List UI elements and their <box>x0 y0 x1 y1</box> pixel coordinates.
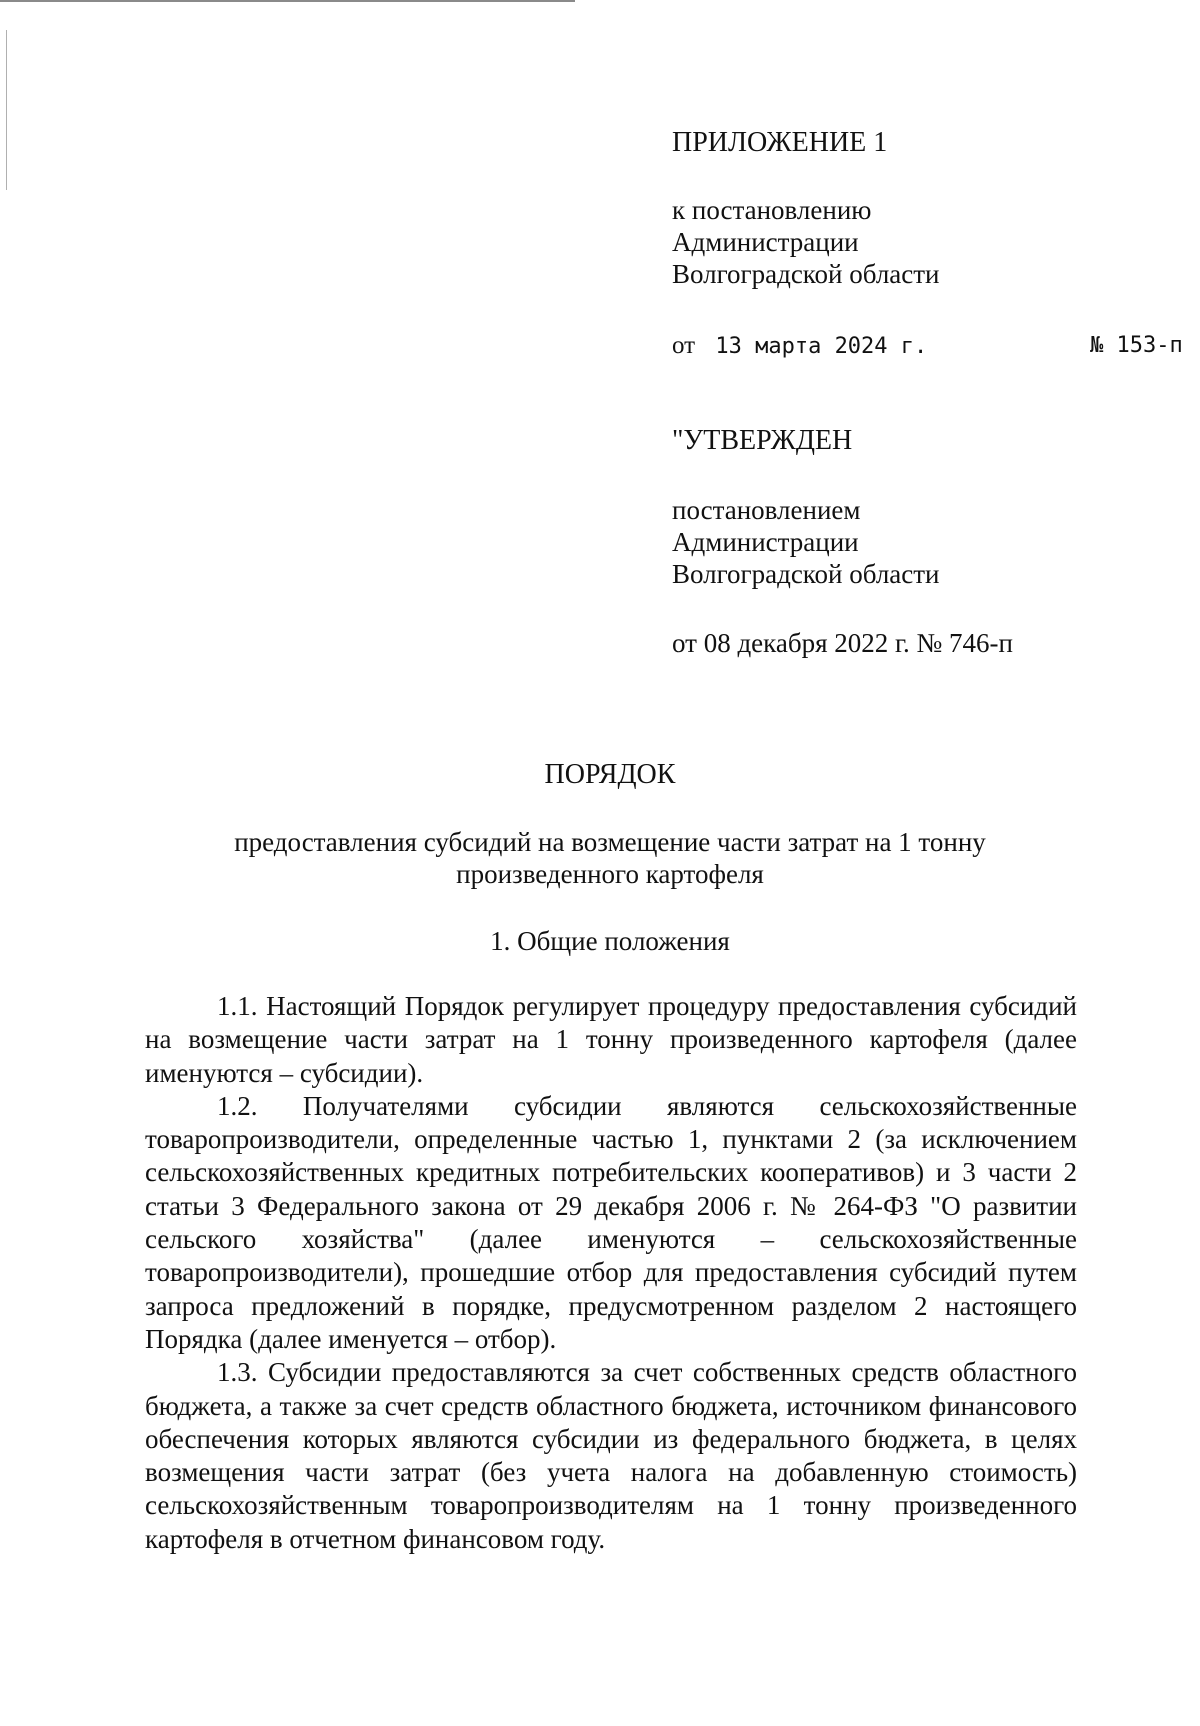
appendix-date-line <box>672 330 1183 363</box>
appendix-number: № 153-п <box>1090 333 1183 358</box>
approved-title: "УТВЕРЖДЕН <box>672 425 853 456</box>
document-subtitle-line: предоставления субсидий на возмещение части затрат на 1 тонну <box>234 827 986 857</box>
document-subtitle-line: произведенного картофеля <box>456 859 764 889</box>
scan-margin-line <box>6 30 7 190</box>
document-body <box>145 990 1077 1556</box>
approved-by <box>672 494 940 590</box>
paragraph-1-3: 1.3. Субсидии предоставляются за счет собственных средств областного бюджета, а также за счет средств областного бюджета, источником финансового обеспечения которых являются субсидии из федерального бюджета, в целях возмещения части затрат (без учета налога на добавленную стоимость) сельскохозяйственным товаропроизводителям на 1 тонну произведенного картофеля в отчетном финансовом году. <box>145 1357 1077 1554</box>
approved-by-line: Администрации <box>672 527 859 557</box>
document-subtitle <box>140 826 1080 890</box>
section-heading: 1. Общие положения <box>490 926 730 956</box>
approved-by-line: Волгоградской области <box>672 559 940 589</box>
appendix-date-prefix: от <box>672 332 696 359</box>
appendix-reference-line: Администрации <box>672 227 859 257</box>
appendix-reference-line: Волгоградской области <box>672 259 940 289</box>
appendix-reference-line: к постановлению <box>672 195 872 225</box>
document-title: ПОРЯДОК <box>544 759 676 790</box>
appendix-reference <box>672 194 940 290</box>
appendix-title: ПРИЛОЖЕНИЕ 1 <box>672 127 888 158</box>
appendix-date-value: 13 марта 2024 г. <box>715 334 928 359</box>
scan-edge-line <box>0 0 575 2</box>
paragraph-1-2: 1.2. Получателями субсидии являются сельскохозяйственные товаропроизводители, определенные частью 1, пунктами 2 (за исключением сельскохозяйственных кредитных потребительских кооперативов) и 3 части 2 статьи 3 Федерального закона от 29 декабря 2006 г. № 264-ФЗ "О развитии сельского хозяйства" (далее именуются – сельскохозяйственные товаропроизводители), прошедшие отбор для предоставления субсидий путем запроса предложений в порядке, предусмотренном разделом 2 настоящего Порядка (далее именуется – отбор). <box>145 1090 1077 1354</box>
paragraph-1-1: 1.1. Настоящий Порядок регулирует процедуру предоставления субсидий на возмещение части затрат на 1 тонну произведенного картофеля (далее именуются – субсидии). <box>145 991 1077 1088</box>
approved-date: от 08 декабря 2022 г. № 746-п <box>672 628 1013 658</box>
approved-by-line: постановлением <box>672 495 861 525</box>
